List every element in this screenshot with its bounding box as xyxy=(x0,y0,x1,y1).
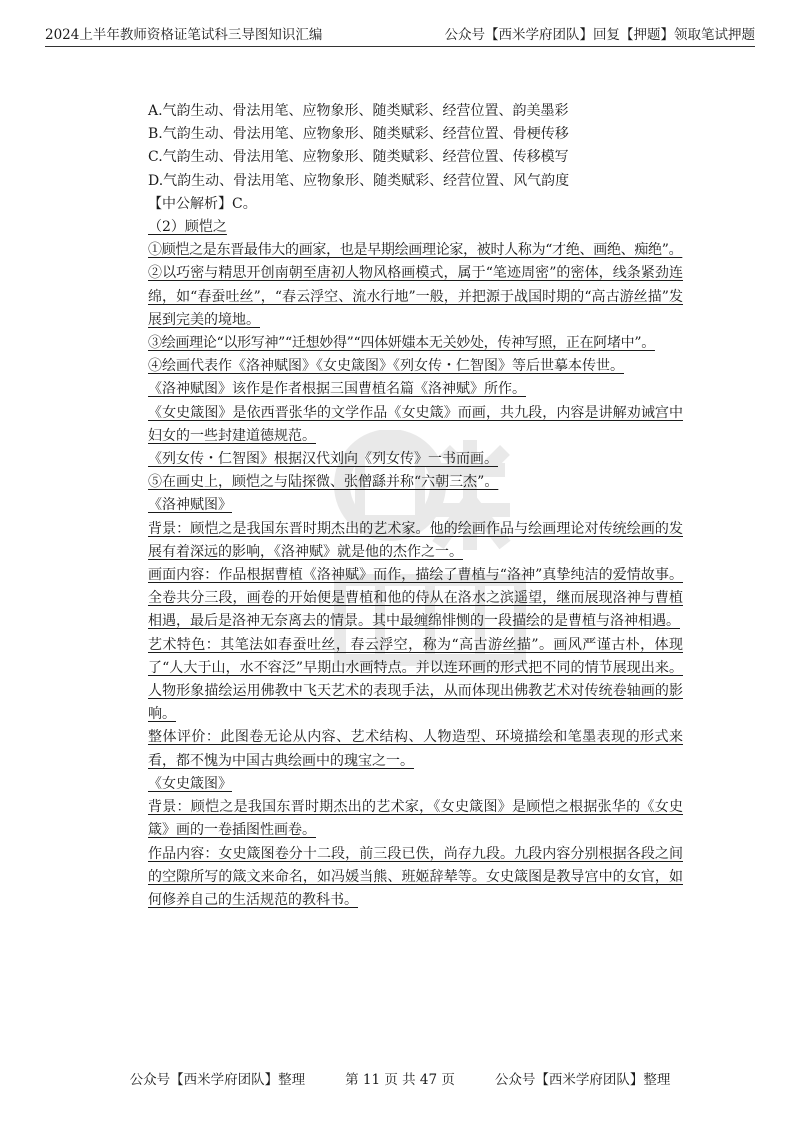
header-title: 2024上半年教师资格证笔试科三导图知识汇编 xyxy=(45,27,323,43)
point-3: ③绘画理论“以形写神”“迁想妙得”“四体妍媸本无关妙处，传神写照，正在阿堵中”。 xyxy=(148,335,655,352)
luoshen-evaluation: 整体评价：此图卷无论从内容、艺术结构、人物造型、环境描绘和笔墨表现的形式来看，都不愧为中国古典绘画中的瑰宝之一。 xyxy=(148,729,683,769)
nvshi-section-title: 《女史箴图》 xyxy=(148,775,232,792)
point-2: ②以巧密与精思开创南朝至唐初人物风格画模式，属于“笔迹周密”的密体，线条紧劲连绵，如“春蚕吐丝”，“春云浮空、流水行地”一般，并把源于战国时期的“高古游丝描”发展到完美的境地。 xyxy=(148,265,683,328)
option-c: C.气韵生动、骨法用笔、应物象形、随类赋彩、经营位置、传移模写 xyxy=(148,149,569,166)
luoshen-section-title: 《洛神赋图》 xyxy=(148,497,232,514)
point-5: ⑤在画史上，顾恺之与陆探微、张僧繇并称“六朝三杰”。 xyxy=(148,474,499,491)
footer-left: 公众号【西米学府团队】整理 xyxy=(129,1072,306,1088)
header-promo: 公众号【西米学府团队】回复【押题】领取笔试押题 xyxy=(444,27,755,43)
point-4: ④绘画代表作《洛神赋图》《女史箴图》《列女传・仁智图》等后世摹本传世。 xyxy=(148,358,624,375)
point-1: ①顾恺之是东晋最伟大的画家，也是早期绘画理论家，被时人称为“才绝、画绝、痴绝”。 xyxy=(148,242,683,259)
nvshi-content: 作品内容：女史箴图卷分十二段，前三段已佚，尚存九段。九段内容分别根据各段之间的空隙所写的箴文来命名，如冯媛当熊、班姬辞辇等。女史箴图是教导宫中的女官，如何修养自己的生活规范的教科书。 xyxy=(148,845,683,908)
luoshen-background: 背景：顾恺之是我国东晋时期杰出的艺术家。他的绘画作品与绘画理论对传统绘画的发展有着深远的影响，《洛神赋》就是他的杰作之一。 xyxy=(148,520,683,560)
luoshen-content: 画面内容：作品根据曹植《洛神赋》而作，描绘了曹植与“洛神”真挚纯洁的爱情故事。全卷共分三段，画卷的开始便是曹植和他的侍从在洛水之滨遥望，继而展现洛神与曹植相遇，最后是洛神无奈离去的情景。其中最缠绵悱恻的一段描绘的是曹植与洛神相遇。 xyxy=(148,567,683,630)
lienv-note: 《列女传・仁智图》根据汉代刘向《列女传》一书而画。 xyxy=(148,451,498,468)
footer-right: 公众号【西米学府团队】整理 xyxy=(494,1072,671,1088)
luoshen-features: 艺术特色：其笔法如春蚕吐丝，春云浮空，称为“高古游丝描”。画风严谨古朴，体现了“人大于山，水不容泛”早期山水画特点。并以连环画的形式把不同的情节展现出来。人物形象描绘运用佛教中飞天艺术的表现手法，从而体现出佛教艺术对传统卷轴画的影响。 xyxy=(148,636,683,723)
analysis-answer: 【中公解析】C。 xyxy=(148,195,257,212)
option-b: B.气韵生动、骨法用笔、应物象形、随类赋彩、经营位置、骨梗传移 xyxy=(148,126,569,143)
nvshi-background: 背景：顾恺之是我国东晋时期杰出的艺术家，《女史箴图》是顾恺之根据张华的《女史箴》画的一卷插图性画卷。 xyxy=(148,799,683,839)
luoshen-note: 《洛神赋图》该作是作者根据三国曹植名篇《洛神赋》所作。 xyxy=(148,381,526,398)
option-a: A.气韵生动、骨法用笔、应物象形、随类赋彩、经营位置、韵美墨彩 xyxy=(148,103,569,119)
section-title: （2）顾恺之 xyxy=(148,219,227,236)
nvshi-note: 《女史箴图》是依西晋张华的文学作品《女史箴》而画，共九段，内容是讲解劝诫宫中妇女的一些封建道德规范。 xyxy=(148,404,683,444)
page-footer xyxy=(0,1070,800,1090)
page-header xyxy=(45,22,755,47)
option-d: D.气韵生动、骨法用笔、应物象形、随类赋彩、经营位置、风气韵度 xyxy=(148,172,570,189)
page-content xyxy=(148,100,683,912)
page-number: 第 11 页 共 47 页 xyxy=(345,1072,455,1088)
